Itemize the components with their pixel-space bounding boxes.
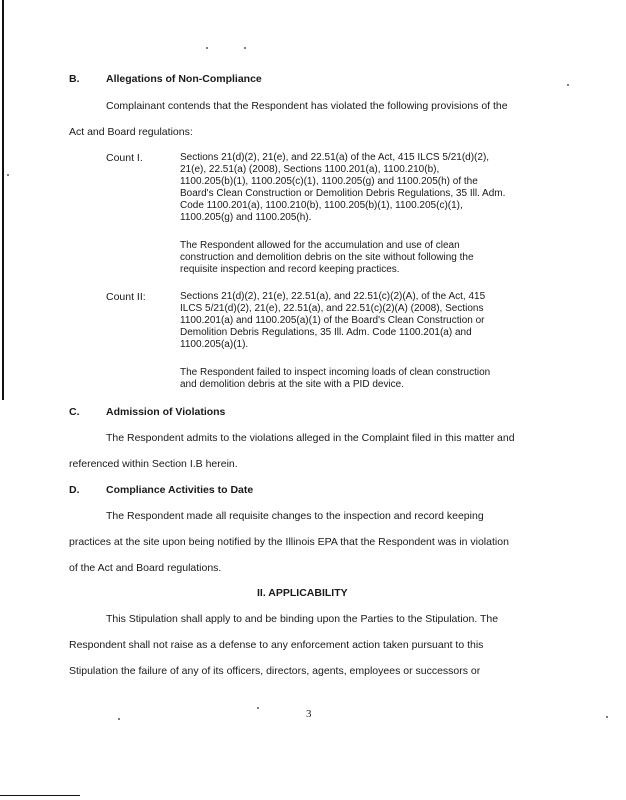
page-number: 3: [306, 708, 312, 720]
count-1-description: [180, 240, 552, 276]
scan-speck: [7, 174, 9, 176]
section-d-line: of the Act and Board regulations.: [69, 562, 222, 574]
count-1-provision-line: Board's Clean Construction or Demolition Debris Regulations, 35 Ill. Adm.: [180, 188, 506, 199]
section-c-title: Admission of Violations: [106, 406, 226, 418]
scan-left-border: [2, 0, 4, 400]
count-2-provision-line: Sections 21(d)(2), 21(e), 22.51(a), and 22.51(c)(2)(A), of the Act, 415: [180, 291, 486, 302]
count-1-description-line: requisite inspection and record keeping practices.: [180, 264, 400, 275]
scan-speck: [606, 716, 608, 718]
section-c-letter: C.: [69, 406, 80, 418]
footnote-rule: [0, 795, 80, 796]
applicability-heading: II. APPLICABILITY: [257, 587, 348, 599]
count-1-description-line: The Respondent allowed for the accumulation and use of clean: [180, 240, 460, 251]
applicability-line: This Stipulation shall apply to and be binding upon the Parties to the Stipulation. The: [106, 613, 499, 625]
count-1-provision-line: 1100.205(g) and 1100.205(h).: [180, 212, 312, 223]
count-1-description-line: construction and demolition debris on the site without following the: [180, 252, 474, 263]
count-2-description-line: The Respondent failed to inspect incoming loads of clean construction: [180, 367, 491, 378]
section-b-letter: B.: [69, 73, 80, 85]
section-c-line: The Respondent admits to the violations alleged in the Complaint filed in this matter and: [106, 432, 515, 444]
section-d-line: The Respondent made all requisite changes to the inspection and record keeping: [106, 510, 484, 522]
count-1-provision-line: Code 1100.201(a), 1100.210(b), 1100.205(b)(1), 1100.205(c)(1),: [180, 200, 463, 211]
section-d-letter: D.: [69, 484, 80, 496]
scan-speck: [206, 47, 208, 49]
count-1-provision-line: Sections 21(d)(2), 21(e), and 22.51(a) of the Act, 415 ILCS 5/21(d)(2),: [180, 152, 490, 163]
count-2-description: [180, 367, 552, 391]
count-2-provision-line: ILCS 5/21(d)(2), 21(e), 22.51(a), and 22.51(c)(2)(A) (2008), Sections: [180, 303, 484, 314]
count-1-provision-line: 1100.205(b)(1), 1100.205(c)(1), 1100.205(g) and 1100.205(h) of the: [180, 176, 478, 187]
section-d-title: Compliance Activities to Date: [106, 484, 254, 496]
section-b-intro-line: Complainant contends that the Respondent has violated the following provisions of the: [106, 100, 508, 112]
section-d-line: practices at the site upon being notified by the Illinois EPA that the Respondent was in violation: [69, 536, 509, 548]
scan-speck: [567, 84, 569, 86]
count-2-provision-line: Demolition Debris Regulations, 35 Ill. Adm. Code 1100.201(a) and: [180, 327, 472, 338]
section-b-title: Allegations of Non-Compliance: [106, 73, 262, 85]
count-1-label: Count I.: [106, 152, 143, 164]
count-2-provisions: [180, 291, 552, 351]
applicability-line: Respondent shall not raise as a defense to any enforcement action taken pursuant to this: [69, 639, 484, 651]
scan-speck: [257, 707, 259, 709]
scan-speck: [244, 47, 246, 49]
scan-speck: [118, 718, 120, 720]
count-1-provisions: [180, 152, 552, 224]
section-b-intro-line: Act and Board regulations:: [69, 126, 193, 138]
count-2-provision-line: 1100.201(a) and 1100.205(a)(1) of the Board's Clean Construction or: [180, 315, 485, 326]
applicability-line: Stipulation the failure of any of its officers, directors, agents, employees or successors or: [69, 665, 481, 677]
count-1-provision-line: 21(e), 22.51(a) (2008), Sections 1100.201(a), 1100.210(b),: [180, 164, 440, 175]
count-2-provision-line: 1100.205(a)(1).: [180, 339, 249, 350]
section-c-line: referenced within Section I.B herein.: [69, 458, 238, 470]
count-2-description-line: and demolition debris at the site with a PID device.: [180, 379, 405, 390]
count-2-label: Count II:: [106, 291, 146, 303]
